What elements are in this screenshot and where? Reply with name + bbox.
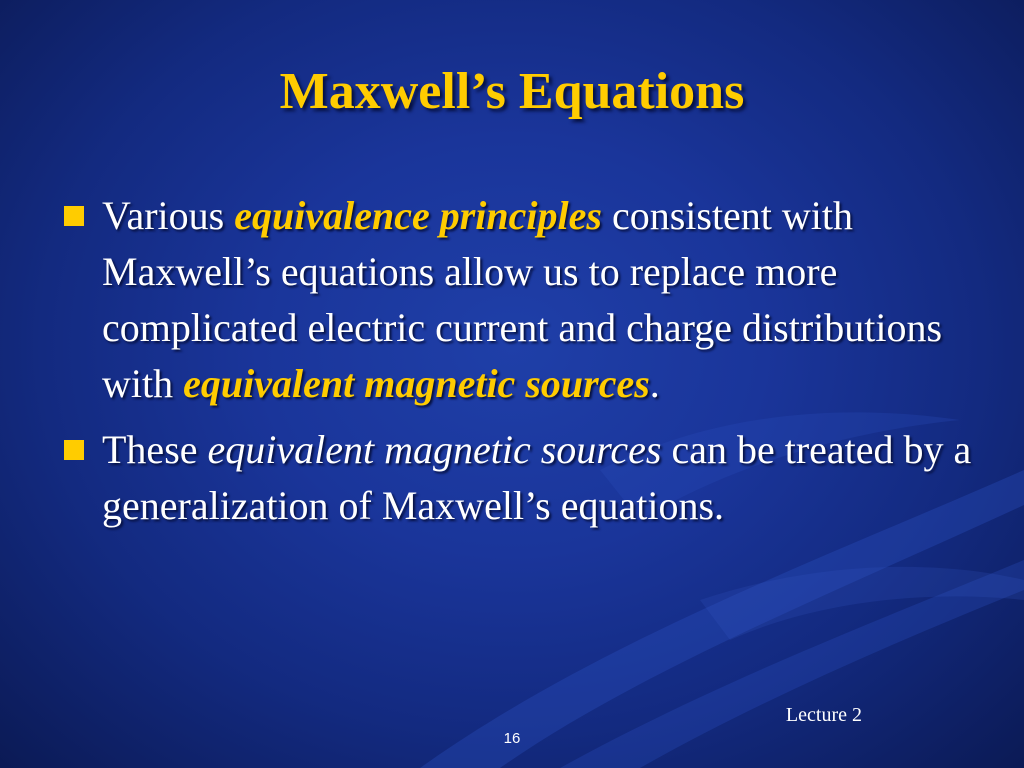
bullet-text	[102, 427, 971, 528]
emphasis-text: equivalent magnetic sources	[183, 361, 650, 406]
bullet-text-segment: .	[649, 361, 660, 406]
bullet-item	[62, 422, 972, 534]
slide-title: Maxwell’s Equations	[279, 63, 745, 120]
slide-page-number: 16	[503, 730, 521, 747]
bullet-text-segment: can be treated by a generalization of Maxwell’s equations.	[102, 427, 972, 528]
square-bullet-icon	[64, 206, 84, 226]
bullet-item	[62, 188, 972, 412]
square-bullet-icon	[64, 440, 84, 460]
bullet-text-segment: consistent with Maxwell’s equations allow us to replace more complicated electric current and charge distributions with	[102, 193, 943, 406]
footer-lecture-label: Lecture 2	[785, 704, 862, 726]
emphasis-text: equivalence principles	[234, 193, 602, 238]
bullet-text	[102, 193, 942, 406]
bullet-text-segment: Various	[102, 193, 235, 238]
bullet-list	[62, 188, 972, 544]
emphasis-text: equivalent magnetic sources	[207, 427, 662, 472]
bullet-text-segment: These	[102, 427, 208, 472]
